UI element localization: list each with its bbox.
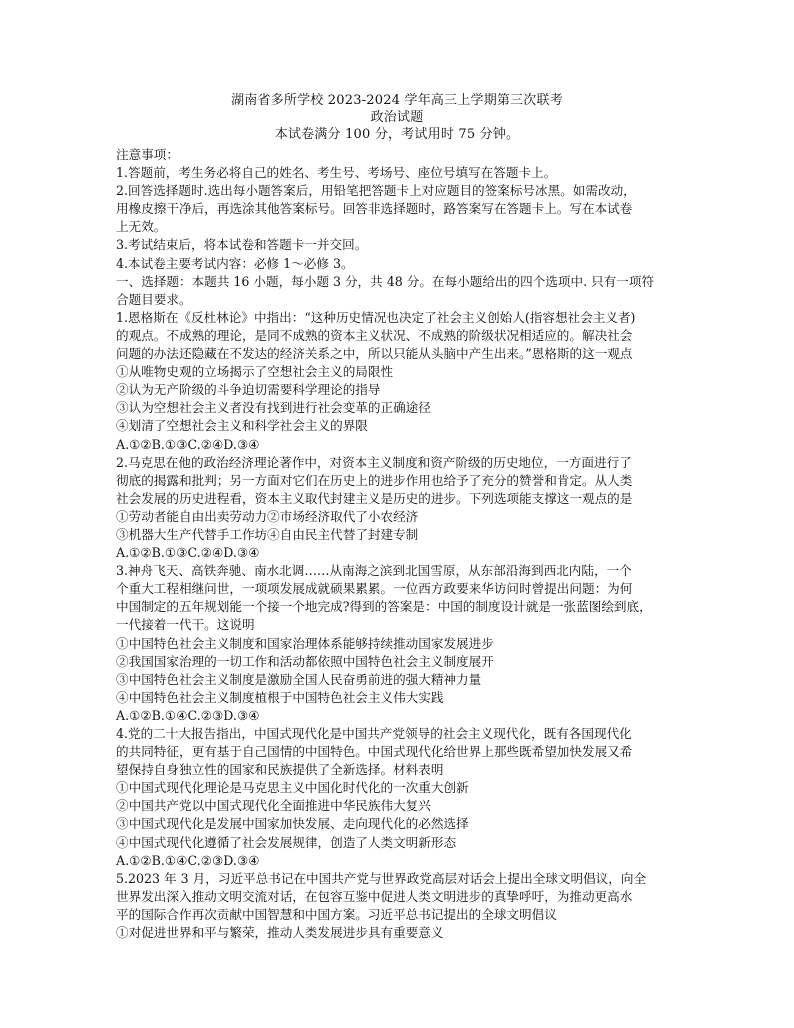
q5-line: 平的国际合作再次贡献中国智慧和中国方案。习近平总书记提出的全球文明倡议 [116, 906, 557, 922]
q5-line: 世界发出深入推动文明交流对话，在包容互鉴中促进人类文明进步的真挚呼吁，为推动更高水 [116, 888, 633, 904]
q4-option: ④中国式现代化遵循了社会发展规律，创造了人类文明新形态 [116, 834, 457, 850]
question-1 [116, 309, 683, 454]
q4-answers: A.①②B.①④C.②③D.③④ [116, 852, 260, 868]
section-intro [116, 273, 683, 309]
exam-title: 湖南省多所学校 2023-2024 学年高三上学期第三次联考 [231, 93, 563, 108]
q3-option: ①中国特色社会主义制度和国家治理体系能够持续推动国家发展进步 [116, 635, 494, 651]
notice-line: 上无效。 [116, 219, 167, 235]
q4-line: 的共同特征，更有基于自己国情的中国特色。中国式现代化给世界上那些既希望加快发展又希 [116, 744, 633, 760]
q4-option: ③中国式现代化是发展中国家加快发展、走向现代化的必然选择 [116, 816, 469, 832]
q1-answers: A.①②B.①③C.②④D.③④ [116, 436, 260, 452]
notice-line: 用橡皮擦干净后，再选涂其他答案标号。回答非选择题时，路答案写在答题卡上。写在本试卷 [116, 201, 633, 217]
q2-line: 社会发展的历史进程看，资本主义取代封建主义是历史的进步。下列选项能支撑这一观点的是 [116, 490, 633, 506]
q2-answers: A.①②B.①③C.②④D.③④ [116, 545, 260, 561]
q5-line: 5.2023 年 3 月，习近平总书记在中国共产党与世界政党高层对话会上提出全球文明倡议，向全 [116, 870, 647, 886]
notice-heading: 注意事项： [116, 147, 179, 162]
question-3 [116, 562, 683, 725]
q2-line: 彻底的揭露和批判；另一方面对它们在历史上的进步作用也给予了充分的赞誉和肯定。从人类 [116, 472, 633, 488]
question-5 [116, 870, 683, 942]
q2-option: ③机器大生产代替手工作坊④自由民主代替了封建专制 [116, 526, 419, 542]
question-2 [116, 454, 683, 563]
notice-block [116, 164, 683, 273]
section-line: 合题目要求。 [116, 291, 192, 307]
exam-content [116, 146, 683, 942]
q3-line: 个重大工程相继问世，一项项发展成就硕果累累。一位西方政要来华访问时曾提出问题：为何 [116, 581, 633, 597]
notice-line: 4.本试卷主要考试内容：必修 1～必修 3。 [116, 255, 354, 271]
q2-line: 2.马克思在他的政治经济理论著作中，对资本主义制度和资产阶级的历史地位，一方面进行了 [116, 454, 632, 470]
q2-option: ①劳动者能自由出卖劳动力②市场经济取代了小农经济 [116, 508, 419, 524]
q3-option: ④中国特色社会主义制度植根于中国特色社会主义伟大实践 [116, 689, 444, 705]
notice-line: 2.回答选择题时.选出每小题答案后，用铅笔把答题卡上对应题目的签案标号冰黑。如需改动， [116, 183, 636, 199]
q4-line: 望保持自身独立性的国家和民族提供了全新选择。材料表明 [116, 762, 444, 778]
exam-header [0, 92, 794, 143]
q3-line: 中国制定的五年规划能一个接一个地完成?得到的答案是：中国的制度设计就是一张蓝图绘到底， [116, 599, 652, 615]
q1-option: ③认为空想社会主义者没有找到进行社会变革的正确途径 [116, 400, 431, 416]
q1-line: 1.恩格斯在《反杜林论》中指出：“这种历史情况也决定了社会主义创始人(指容想社会主义者) [116, 309, 636, 325]
exam-info: 本试卷满分 100 分，考试用时 75 分钟。 [274, 127, 520, 142]
q5-option: ①对促进世界和平与繁荣，推动人类发展进步具有重要意义 [116, 925, 444, 941]
notice-line: 3.考试结束后，将本试卷和答题卡一并交回。 [116, 237, 368, 253]
q1-option: ②认为无产阶级的斗争迫切需要科学理论的指导 [116, 382, 381, 398]
q3-option: ②我国国家治理的一切工作和活动都依照中国特色社会主义制度展开 [116, 653, 494, 669]
q3-answers: A.①②B.①④C.②③D.③④ [116, 707, 260, 723]
q3-line: 3.神舟飞天、高铁奔驰、南水北调……从南海之滨到北国雪原，从东部沿海到西北内陆，一个 [116, 563, 632, 579]
q3-line: 一代接着一代干。这说明 [116, 617, 255, 633]
q3-option: ③中国特色社会主义制度是激励全国人民奋勇前进的强大精神力量 [116, 671, 482, 687]
q1-option: ①从唯物史观的立场揭示了空想社会主义的局限性 [116, 364, 394, 380]
exam-subject: 政治试题 [370, 110, 424, 125]
q4-option: ①中国式现代化理论是马克思主义中国化时代化的一次重大创新 [116, 780, 469, 796]
section-line: 一、选择题：本题共 16 小题，每小题 3 分，共 48 分。在每小题给出的四个选项中. 只有一项符 [116, 273, 655, 289]
q1-line: 问题的办法还隐藏在不发达的经济关系之中，所以只能从头脑中产生出来。”恩格斯的这一观点 [116, 346, 633, 362]
q1-option: ④划清了空想社会主义和科学社会主义的界限 [116, 418, 368, 434]
q4-line: 4.党的二十大报告指出，中国式现代化是中国共产党领导的社会主义现代化，既有各国现代化 [116, 726, 632, 741]
q1-line: 的观点。不成熟的理论，是同不成熟的资本主义状况、不成熟的阶级状况相适应的。解决社会 [116, 327, 633, 343]
notice-line: 1.答题前，考生务必将自己的姓名、考生号、考场号、座位号填写在答题卡上。 [116, 165, 557, 181]
q4-option: ②中国共产党以中国式现代化全面推进中华民族伟大复兴 [116, 798, 431, 814]
question-4 [116, 725, 683, 870]
